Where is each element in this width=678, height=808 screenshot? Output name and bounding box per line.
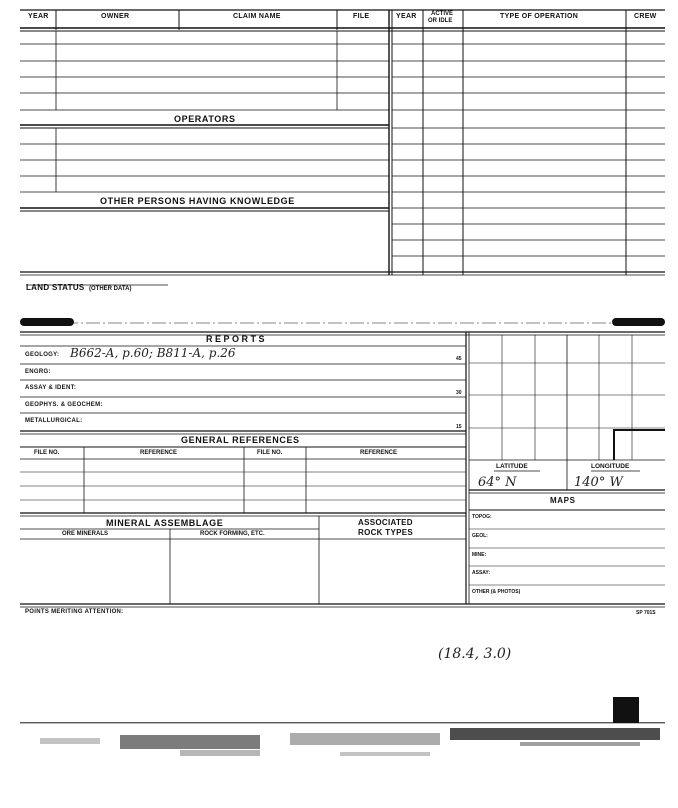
- report-num-geology: 45: [456, 356, 462, 362]
- col-owner: OWNER: [101, 13, 130, 20]
- associated-heading: ASSOCIATED: [358, 518, 413, 527]
- maps-other: OTHER (& PHOTOS): [472, 589, 521, 595]
- col-file: FILE: [353, 13, 370, 20]
- form-code: SP 701S: [636, 610, 656, 616]
- col-crew: CREW: [634, 13, 657, 20]
- report-label-metallurgical: METALLURGICAL:: [25, 418, 83, 424]
- punch-mark-left: [20, 318, 74, 326]
- land-status-sublabel: (OTHER DATA): [89, 286, 132, 292]
- scan-noise: [20, 697, 665, 756]
- col-active: ACTIVE: [431, 11, 454, 17]
- report-num-metallurgical: 15: [456, 424, 462, 430]
- ore-minerals-heading: ORE MINERALS: [62, 531, 109, 537]
- longitude-label: LONGITUDE: [591, 463, 630, 470]
- rock-forming-heading: ROCK FORMING, ETC.: [200, 531, 265, 537]
- col-type-of-operation: TYPE OF OPERATION: [500, 13, 579, 20]
- operators-heading: OPERATORS: [174, 114, 236, 124]
- rock-types-heading: ROCK TYPES: [358, 528, 414, 537]
- maps-heading: MAPS: [550, 496, 576, 505]
- land-status-heading: [26, 277, 131, 295]
- longitude-value: 140° W: [574, 475, 623, 490]
- reports-heading: REPORTS: [206, 334, 268, 344]
- report-value-geology: B662-A, p.60; B811-A, p.26: [70, 346, 236, 360]
- ref-col-reference-2: REFERENCE: [360, 450, 398, 456]
- handwritten-coordinates: (18.4, 3.0): [438, 646, 512, 662]
- maps-topog: TOPOG:: [472, 514, 492, 520]
- latitude-value: 64° N: [478, 475, 517, 490]
- ref-col-reference-1: REFERENCE: [140, 450, 178, 456]
- ref-col-file-no-1: FILE NO.: [34, 450, 60, 456]
- report-label-assay: ASSAY & IDENT:: [25, 385, 77, 391]
- report-label-geology: GEOLOGY:: [25, 352, 60, 358]
- report-label-geophys: GEOPHYS. & GEOCHEM:: [25, 402, 103, 408]
- col-year: YEAR: [28, 13, 49, 20]
- maps-geol: GEOL:: [472, 533, 488, 539]
- other-persons-heading: OTHER PERSONS HAVING KNOWLEDGE: [100, 196, 295, 206]
- ref-col-file-no-2: FILE NO.: [257, 450, 283, 456]
- points-meriting-attention: POINTS MERITING ATTENTION:: [25, 609, 124, 615]
- report-label-engrg: ENGRG:: [25, 369, 51, 375]
- punch-mark-right: [612, 318, 665, 326]
- mineral-assemblage-heading: MINERAL ASSEMBLAGE: [106, 518, 224, 528]
- land-status-label: LAND STATUS: [26, 283, 85, 292]
- report-num-assay: 30: [456, 390, 462, 396]
- general-references-heading: GENERAL REFERENCES: [181, 435, 300, 445]
- latitude-label: LATITUDE: [496, 463, 528, 470]
- col-year-right: YEAR: [396, 13, 417, 20]
- maps-mine: MINE:: [472, 552, 487, 558]
- col-claim-name: CLAIM NAME: [233, 13, 281, 20]
- col-or-idle: OR IDLE: [428, 18, 453, 24]
- maps-assay: ASSAY:: [472, 570, 491, 576]
